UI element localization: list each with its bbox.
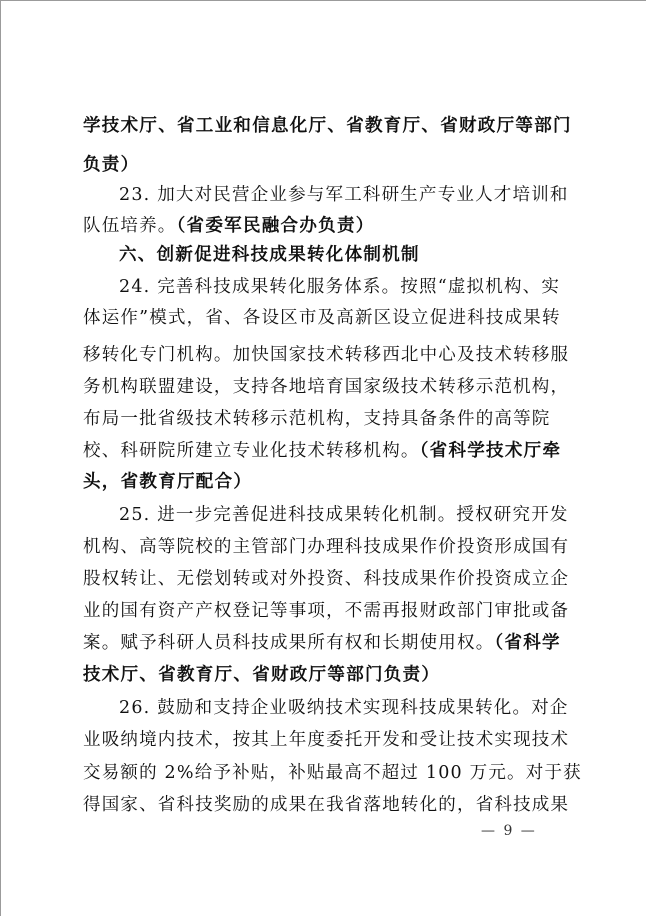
text-line: 业的国有资产产权登记等事项，不需再报财政部门审批或备 (83, 601, 570, 621)
section-heading: 六、创新促进科技成果转化体制机制 (119, 245, 420, 265)
text-line: 队伍培养。（省委军民融合办负责） (83, 216, 375, 236)
text-line: 头，省教育厅配合） (83, 472, 253, 492)
text-line: 机构、高等院校的主管部门办理科技成果作价投资形成国有 (83, 537, 570, 557)
text-line: 技术厅、省教育厅、省财政厅等部门负责） (83, 665, 441, 685)
text-line: 移转化专门机构。加快国家技术转移西北中心及技术转移服 (83, 345, 570, 365)
text-line: 案。赋予科研人员科技成果所有权和长期使用权。（省科学 (83, 633, 561, 653)
text-line: 26. 鼓励和支持企业吸纳技术实现科技成果转化。对企 (119, 698, 569, 718)
text-line: 业吸纳境内技术，按其上年度委托开发和受让技术实现技术 (83, 730, 570, 750)
text-line: 务机构联盟建设，支持各地培育国家级技术转移示范机构， (83, 377, 570, 397)
text-line: 23. 加大对民营企业参与军工科研生产专业人才培训和 (119, 185, 569, 205)
text-line: 布局一批省级技术转移示范机构，支持具备条件的高等院 (83, 409, 551, 429)
text-line: 交易额的 2%给予补贴，补贴最高不超过 100 万元。对于获 (83, 763, 582, 783)
text-line: 负责） (83, 155, 140, 175)
text-line: 体运作”模式，省、各设区市及高新区设立促进科技成果转 (83, 308, 561, 328)
text-line: 24. 完善科技成果转化服务体系。按照“虚拟机构、实 (119, 277, 561, 297)
text-line: 学技术厅、省工业和信息化厅、省教育厅、省财政厅等部门 (83, 116, 572, 136)
text-line: 校、科研院所建立专业化技术转移机构。（省科学技术厅牵 (83, 441, 562, 461)
text-line: 得国家、省科技奖励的成果在我省落地转化的，省科技成果 (83, 795, 570, 815)
page-number: — 9 — (481, 823, 537, 839)
text-line: 25. 进一步完善促进科技成果转化机制。授权研究开发 (119, 505, 569, 525)
text-line: 股权转让、无偿划转或对外投资、科技成果作价投资成立企 (83, 569, 570, 589)
